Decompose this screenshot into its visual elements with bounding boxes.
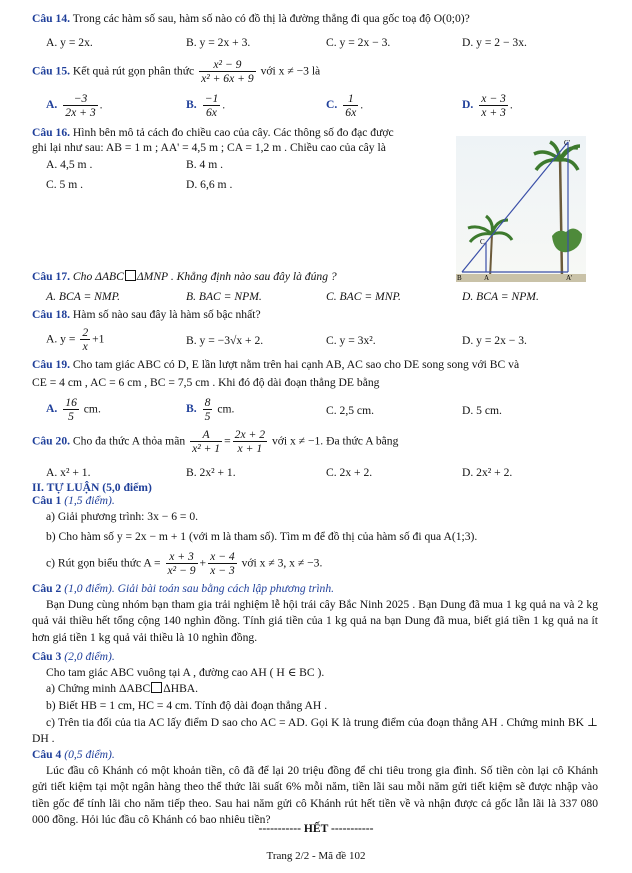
q18-stem <box>32 308 261 322</box>
q18-option-c: C. y = 3x². <box>326 334 376 347</box>
q20-option-a: A. x² + 1. <box>46 466 91 479</box>
q14-option-d: D. y = 2 − 3x. <box>462 36 527 49</box>
end-mark: ----------- HẾT ----------- <box>258 822 374 835</box>
c3a <box>46 682 198 696</box>
q18-a-post: +1 <box>92 332 105 346</box>
q15-b-den: 6x <box>205 106 217 120</box>
c2-label: Câu 2 <box>32 582 62 595</box>
q15-a-num: −3 <box>63 92 97 106</box>
q17-stem <box>32 270 337 284</box>
c1b: b) Cho hàm số y = 2x − m + 1 (với m là tham số). Tìm m để đồ thị của hàm số đi qua A(1;3). <box>46 530 478 543</box>
q14-text: Trong các hàm số sau, hàm số nào có đồ thị là đường thẳng đi qua gốc toạ độ O(0;0)? <box>72 12 470 25</box>
q20-label: Câu 20. <box>32 434 71 448</box>
q20-option-d: D. 2x² + 2. <box>462 466 513 479</box>
q20-option-b: B. 2x² + 1. <box>186 466 236 479</box>
q19-b-den: 5 <box>204 410 211 424</box>
q18-option-a <box>46 326 104 354</box>
q18-a-num: 2 <box>82 326 89 339</box>
page-footer: Trang 2/2 - Mã đề 102 <box>266 850 366 862</box>
label-a-prime: A' <box>566 274 573 282</box>
q15-c-label: C. <box>326 98 338 112</box>
q18-text: Hàm số nào sau đây là hàm số bậc nhất? <box>72 308 261 321</box>
q17-label: Câu 17. <box>32 270 71 283</box>
q20-text-post: với x ≠ −1. Đa thức A bằng <box>271 434 399 448</box>
c3-heading <box>32 650 115 664</box>
q20-f1-num: A <box>190 428 222 442</box>
similar-symbol-icon-2 <box>151 682 162 693</box>
c1-heading <box>32 494 115 508</box>
q17-option-c: C. BAC = MNP. <box>326 290 401 303</box>
q19-a-label: A. <box>46 402 58 416</box>
q15-a-den: 2x + 3 <box>65 106 96 120</box>
q15-option-b: B. $\frac{-1}{6x}$ . <box>186 92 226 120</box>
q15-b-label: B. <box>186 98 197 112</box>
q14-stem <box>32 12 470 26</box>
q19-b-unit: cm. <box>217 402 235 416</box>
q15-b-num: −1 <box>204 92 219 105</box>
q18-label: Câu 18. <box>32 308 71 321</box>
q17-option-d: D. BCA = NPM. <box>462 290 539 303</box>
c3a-post: ΔHBA. <box>163 682 199 695</box>
q19-option-c: C. 2,5 cm. <box>326 404 374 417</box>
q17-option-a: A. BCA = NMP. <box>46 290 121 303</box>
label-a: A <box>484 274 490 282</box>
q16-line1 <box>32 126 394 140</box>
c2-text: Bạn Dung cùng nhóm bạn tham gia trải nghiệm lễ hội trái cây Bắc Ninh 2025 . Bạn Dung đã mua 1 kg quả na và 2 kg quả vải thiều hết tổng cộng 140 nghìn đồng. Tính giá tiền của 1 kg quả na bạn Dung đã mua, biết giá tiền 1 kg quả na ít hơn giá tiền 1 kg quả vải thiều là 10 nghìn đồng. <box>32 598 598 644</box>
q20-f2-num: 2x + 2 <box>234 428 266 441</box>
c1a: a) Giải phương trình: 3x − 6 = 0. <box>46 510 199 523</box>
c3-intro: Cho tam giác ABC vuông tại A , đường cao AH ( H ∈ BC ). <box>46 666 325 679</box>
q17-option-b: B. BAC = NPM. <box>186 290 262 303</box>
q20-option-c: C. 2x + 2. <box>326 466 373 479</box>
c3c: c) Trên tia đối của tia AC lấy điểm D sao cho AC = AD. Gọi K là trung điểm của đoạn thẳng AH . Chứng minh BK ⊥ DH . <box>32 716 598 746</box>
q15-text-pre: Kết quả rút gọn phân thức <box>72 64 195 78</box>
q14-label: Câu 14. <box>32 12 71 25</box>
c1c-f1-den: x² − 9 <box>167 564 196 578</box>
c3-points: (2,0 điểm). <box>64 650 115 663</box>
q16-option-d: D. 6,6 m . <box>186 178 233 191</box>
c3b: b) Biết HB = 1 cm, HC = 4 cm. Tính độ dài đoạn thẳng AH . <box>46 699 328 712</box>
q20-f2-den: x + 1 <box>237 442 263 456</box>
q20-f1-den: x² + 1 <box>192 442 221 456</box>
q14-option-c: C. y = 2x − 3. <box>326 36 391 49</box>
q15-option-d: D. $\frac{x - 3}{x + 3}$ . <box>462 92 513 120</box>
q17-text-pre: Cho ΔABC <box>72 270 124 283</box>
q15-stem <box>32 58 320 86</box>
q16-line2: ghi lại như sau: AB = 1 m ; AA' = 4,5 m ; CA = 1,2 m . Chiều cao của cây là <box>32 141 386 154</box>
q19-option-a <box>46 396 101 424</box>
q16-option-c: C. 5 m . <box>46 178 84 191</box>
q19-a-unit: cm. <box>83 402 101 416</box>
q19-line1 <box>32 358 519 372</box>
c2-points: (1,0 điểm). Giải bài toán sau bằng cách lập phương trình. <box>64 582 335 595</box>
c4-heading <box>32 748 115 762</box>
q14-option-b: B. y = 2x + 3. <box>186 36 251 49</box>
q16-label: Câu 16. <box>32 126 71 139</box>
q19-option-d: D. 5 cm. <box>462 404 502 417</box>
c2-heading <box>32 582 334 596</box>
q15-d-den: x + 3 <box>481 106 506 120</box>
q16-option-a: A. 4,5 m . <box>46 158 93 171</box>
c1c-f2-num: x − 4 <box>210 550 235 563</box>
label-c-prime: C' <box>564 139 570 147</box>
q15-c-den: 6x <box>345 106 357 120</box>
c1c: c) Rút gọn biểu thức A = $\frac{x + 3}{\text{x² − 9}}$ + $\frac{x - 4}{x - 3}$ với x ≠ 3, x ≠ −3. <box>46 550 323 578</box>
q20-stem: Câu 20. Cho đa thức A thỏa mãn $\frac{A}{\text{x² + 1}}$ = $\frac{2x + 2}{x + 1}$ với x ≠ −1. Đa thức A bằng <box>32 428 399 456</box>
q16-text1: Hình bên mô tả cách đo chiều cao của cây. Các thông số đo đạc được <box>72 126 394 139</box>
q15-frac-den: x² + 6x + 9 <box>201 72 254 86</box>
c3-label: Câu 3 <box>32 650 62 663</box>
q15-fraction <box>199 58 256 86</box>
c1-points: (1,5 điểm). <box>64 494 115 507</box>
q16-option-b: B. 4 m . <box>186 158 224 171</box>
q19-a-num: 16 <box>65 396 77 409</box>
q15-option-a: A. $\frac{-3}{2x + 3}$ . <box>46 92 103 120</box>
q19-b-num: 8 <box>204 396 211 409</box>
q15-c-num: 1 <box>343 92 358 106</box>
q19-label: Câu 19. <box>32 358 71 371</box>
q19-option-b <box>186 396 234 424</box>
c1c-pre: c) Rút gọn biểu thức A = <box>46 556 161 570</box>
c4-label: Câu 4 <box>32 748 62 761</box>
c4-points: (0,5 điểm). <box>64 748 115 761</box>
q15-option-c: C. $\frac{1}{6x}$ . <box>326 92 364 120</box>
q15-a-label: A. <box>46 98 58 112</box>
q19-a-den: 5 <box>68 410 74 424</box>
c1-label: Câu 1 <box>32 494 62 507</box>
q17-text-post: ΔMNP . Khẳng định nào sau đây là đúng ? <box>136 270 337 283</box>
c1c-f2-den: x − 3 <box>210 564 235 578</box>
q20-text-pre: Cho đa thức A thỏa mãn <box>72 434 186 448</box>
q15-d-label: D. <box>462 98 474 112</box>
similar-symbol-icon <box>125 270 136 281</box>
q19-b-label: B. <box>186 402 197 416</box>
q15-frac-num: x² − 9 <box>199 58 256 72</box>
q15-text-post: với x ≠ −3 là <box>260 64 321 78</box>
c1c-f1-num: x + 3 <box>166 550 198 564</box>
label-b: B <box>457 274 462 282</box>
c1c-post: với x ≠ 3, x ≠ −3. <box>241 556 323 570</box>
q18-option-d: D. y = 2x − 3. <box>462 334 527 347</box>
q18-a-den: x <box>82 340 88 354</box>
q19-line2: CE = 4 cm , AC = 6 cm , BC = 7,5 cm . Khi đó độ dài đoạn thẳng DE bằng <box>32 376 380 389</box>
q19-text1: Cho tam giác ABC có D, E lần lượt nằm trên hai cạnh AB, AC sao cho DE song song với BC và <box>72 358 520 371</box>
q15-d-num: x − 3 <box>481 92 506 105</box>
q15-label: Câu 15. <box>32 64 71 78</box>
q18-a-pre: A. y = <box>46 332 76 346</box>
c4-text: Lúc đầu cô Khánh có một khoản tiền, cô đã để lại 20 triệu đồng để chi tiêu trong gia đình. Số tiền còn lại cô Khánh gửi tiết kiệm tại một ngân hàng theo thể thức lãi suất 6% mỗi năm, tiền lãi sau mỗi năm gửi tiết kiệm sẽ được nhập vào tiền gốc để tính lãi cho năm tiếp theo. Sau hai năm gửi cô Khánh rút hết tiền về và nhận được cả gốc lẫn lãi là 337 080 000 đồng. Hỏi lúc đầu cô Khánh có bao nhiêu tiền? <box>32 764 598 827</box>
part2-title: II. TỰ LUẬN (5,0 điểm) <box>32 481 152 494</box>
tree-measurement-figure <box>456 136 586 282</box>
label-c: C <box>480 238 485 246</box>
q18-option-b: B. y = −3√x + 2. <box>186 334 264 347</box>
c3a-pre: a) Chứng minh ΔABC <box>46 682 151 695</box>
q14-option-a: A. y = 2x. <box>46 36 93 49</box>
